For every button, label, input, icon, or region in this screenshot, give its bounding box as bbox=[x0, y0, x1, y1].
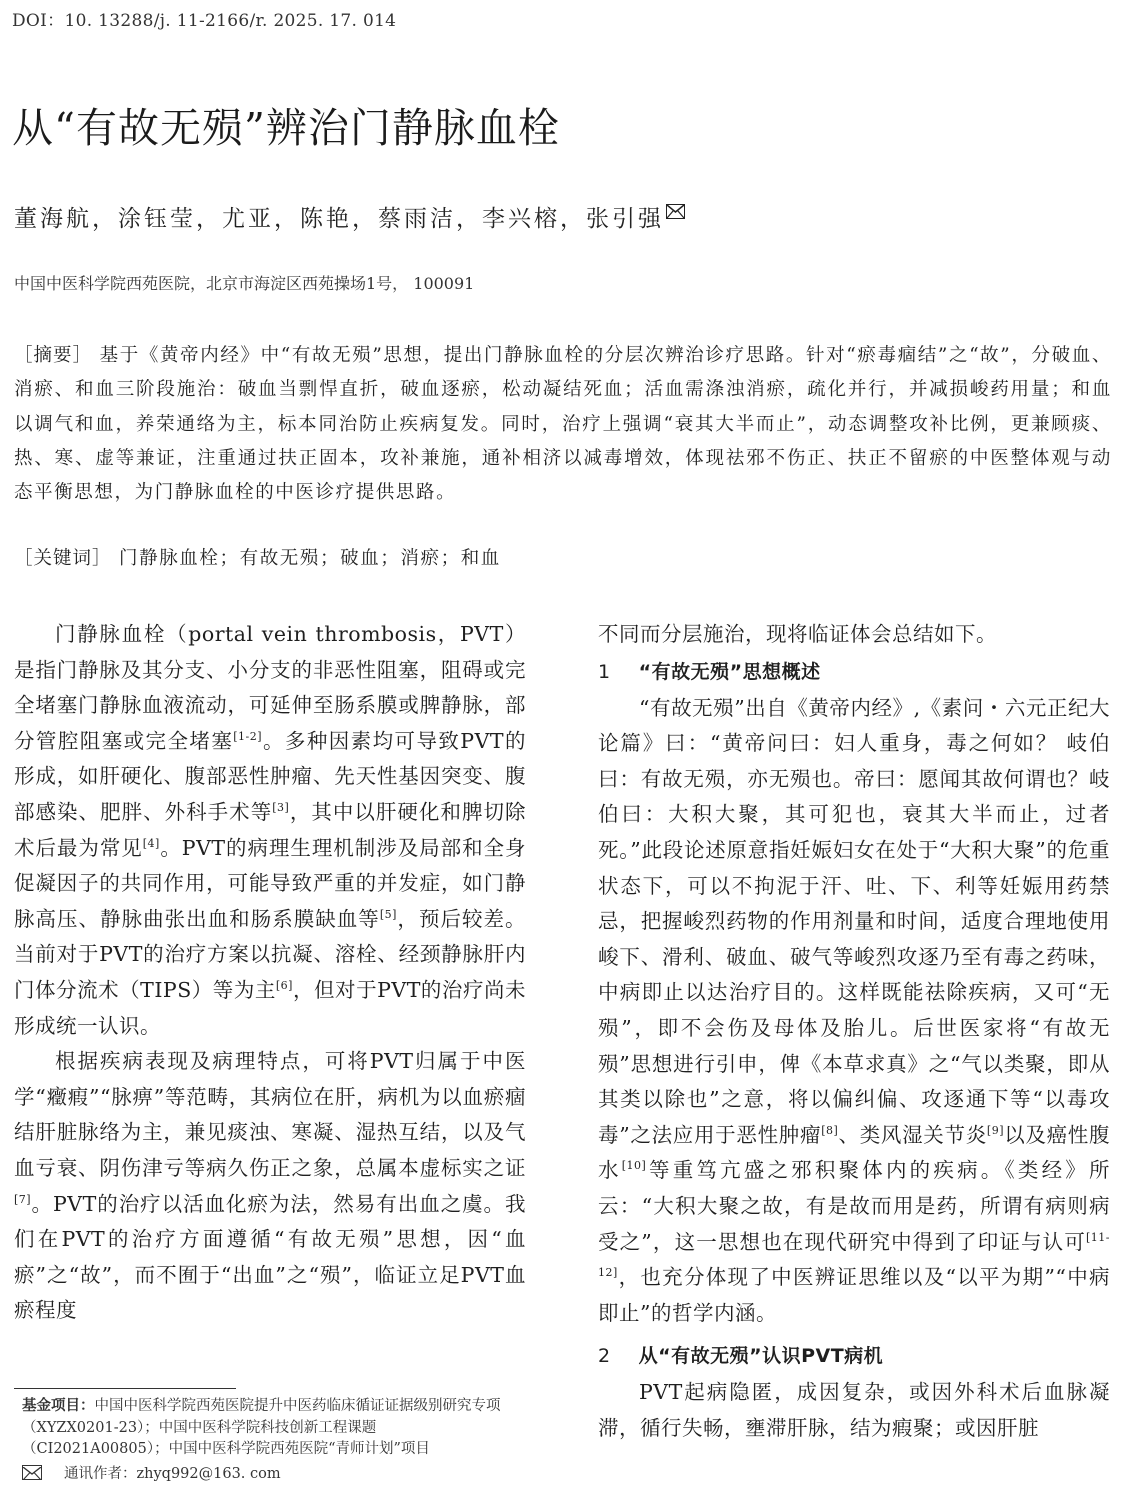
body-paragraph: 不同而分层施治，现将临证体会总结如下。 bbox=[598, 622, 997, 646]
citation[interactable]: [11-12] bbox=[598, 1230, 1110, 1280]
abstract-label: ［摘要］ bbox=[14, 345, 93, 366]
abstract bbox=[14, 339, 1112, 510]
citation[interactable]: [8] bbox=[821, 1123, 839, 1137]
affiliation: 中国中医科学院西苑医院，北京市海淀区西苑操场1号， 100091 bbox=[14, 274, 475, 293]
footnote-divider bbox=[14, 1388, 236, 1389]
citation[interactable]: [3] bbox=[272, 801, 290, 815]
citation[interactable]: [6] bbox=[275, 979, 293, 993]
footnote-text: 中国中医科学院西苑医院提升中医药临床循证证据级别研究专项（XYZX0201-23）；中国中医科学院科技创新工程课题（CI2021A00805）；中国中医科学院西苑医院“青师计划”项目 bbox=[22, 1398, 501, 1457]
body-paragraph: 门静脉血栓（portal vein thrombosis，PVT）是指门静脉及其分支、小分支的非恶性阻塞，阻碍或完全堵塞门静脉血液流动，可延伸至肠系膜或脾静脉，部分管腔阻塞或完全堵塞[1-2]。多种因素均可导致PVT的形成，如肝硬化、腹部恶性肿瘤、先天性基因突变、腹部感染、肥胖、外科手术等[3]，其中以肝硬化和脾切除术后最为常见[4]。PVT的病理生理机制涉及局部和全身促凝因子的共同作用，可能导致严重的并发症，如门静脉高压、静脉曲张出血和肠系膜缺血等[5]，预后较差。当前对于PVT的治疗方案以抗凝、溶栓、经颈静脉肝内门体分流术（TIPS）等为主[6]，但对于PVT的治疗尚未形成统一认识。 bbox=[14, 622, 527, 1038]
keywords-label: ［关键词］ bbox=[14, 548, 112, 569]
citation[interactable]: [9] bbox=[986, 1123, 1004, 1137]
footnote-label: 基金项目： bbox=[22, 1398, 95, 1414]
right-column bbox=[598, 617, 1110, 1446]
section-heading-2: 2 从“有故无殒”认识PVT病机 bbox=[598, 1345, 884, 1368]
keywords bbox=[14, 544, 501, 570]
envelope-icon bbox=[22, 1465, 42, 1480]
citation[interactable]: [5] bbox=[379, 907, 397, 921]
citation[interactable]: [7] bbox=[14, 1192, 32, 1206]
contact-email[interactable]: 通讯作者：zhyq992@163. com bbox=[64, 1465, 281, 1482]
body-paragraph: 根据疾病表现及病理特点，可将PVT归属于中医学“癥瘕”“脉痹”等范畴，其病位在肝，病机为以血瘀痼结肝脏脉络为主，兼见痰浊、寒凝、湿热互结，以及气血亏衰、阴伤津亏等病久伤正之象，总属本虚标实之证[7]。PVT的治疗以活血化瘀为法，然易有出血之虞。我们在PVT的治疗方面遵循“有故无殒”思想，因“血瘀”之“故”，而不囿于“出血”之“殒”，临证立足PVT血瘀程度 bbox=[14, 1049, 526, 1323]
body-paragraph: PVT起病隐匿，成因复杂，或因外科术后血脉凝滞，循行失畅，壅滞肝脉，结为瘕聚；或因肝脏 bbox=[598, 1380, 1110, 1440]
author-list bbox=[14, 200, 685, 233]
doi-line: DOI：10. 13288/j. 11-2166/r. 2025. 17. 014 bbox=[12, 11, 397, 31]
envelope-icon bbox=[666, 204, 685, 219]
page-title: 从“有故无殒”辨治门静脉血栓 bbox=[12, 104, 560, 153]
citation[interactable]: [10] bbox=[621, 1159, 647, 1173]
body-paragraph: “有故无殒”出自《黄帝内经》,《素问・六元正纪大论篇》曰：“黄帝问曰：妇人重身，毒之何如？ 岐伯曰：有故无殒，亦无殒也。帝曰：愿闻其故何谓也？岐伯曰：大积大聚，其可犯也，衰其大半而止，过者死。”此段论述原意指妊娠妇女在处于“大积大聚”的危重状态下，可以不拘泥于汗、吐、下、利等妊娠用药禁忌，把握峻烈药物的作用剂量和时间，适度合理地使用峻下、滑利、破血、破气等峻烈攻逐乃至有毒之药味，中病即止以达治疗目的。这样既能祛除疾病，又可“无殒”，即不会伤及母体及胎儿。后世医家将“有故无殒”思想进行引申，俾《本草求真》之“气以类聚，即从其类以除也”之意，将以偏纠偏、攻逐通下等“以毒攻毒”之法应用于恶性肿瘤[8]、类风湿关节炎[9]以及癌性腹水[10]等重笃亢盛之邪积聚体内的疾病。《类经》所云：“大积大聚之故，有是故而用是药，所谓有病则病受之”，这一思想也在现代研究中得到了印证与认可[11-12]，也充分体现了中医辨证思维以及“以平为期”“中病即止”的哲学内涵。 bbox=[598, 695, 1111, 1325]
abstract-text: 基于《黄帝内经》中“有故无殒”思想，提出门静脉血栓的分层次辨治诊疗思路。针对“瘀毒痼结”之“故”，分破血、消瘀、和血三阶段施治：破血当剽悍直折，破血逐瘀，松动凝结死血；活血需涤浊消瘀，疏化并行，并减损峻药用量；和血以调气和血，养荣通络为主，标本同治防止疾病复发。同时，治疗上强调“衰其大半而止”，动态调整攻补比例，更兼顾痰、热、寒、虚等兼证，注重通过扶正固本，攻补兼施，通补相济以减毒增效，体现祛邪不伤正、扶正不留瘀的中医整体观与动态平衡思想，为门静脉血栓的中医诊疗提供思路。 bbox=[14, 345, 1112, 504]
citation[interactable]: [4] bbox=[142, 836, 160, 850]
author-names: 董海航，涂钰莹，尤亚，陈艳，蔡雨洁，李兴榕，张引强 bbox=[14, 206, 664, 232]
citation[interactable]: [1-2] bbox=[233, 729, 263, 743]
footnote bbox=[22, 1396, 522, 1485]
left-column bbox=[14, 617, 526, 1329]
corresponding-author bbox=[22, 1463, 522, 1486]
keywords-text: 门静脉血栓；有故无殒；破血；消瘀；和血 bbox=[119, 548, 501, 569]
section-heading-1: 1 “有故无殒”思想概述 bbox=[598, 660, 821, 683]
